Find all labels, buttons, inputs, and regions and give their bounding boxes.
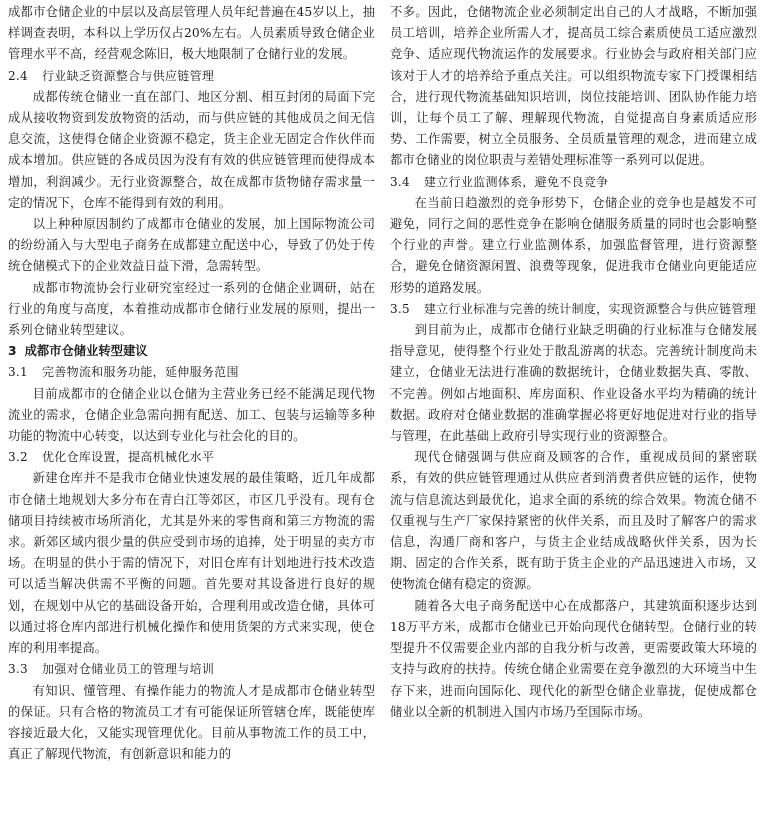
left-column [8, 2, 375, 818]
section-number: 3.2 [8, 450, 28, 465]
paragraph: 成都传统仓储业一直在部门、地区分割、相互封闭的局面下完成从接收物资到发放物资的活动，而与供应链的其他成员之间无信息交流，这使得仓储企业资源不稳定，货主企业无固定合作伙伴而成本增加。供应链的各成员因为没有有效的供应链管理而使得成本增加，利润减少。无行业资源整合，故在成都市货物储存需求量一定的情况下，仓库不能得到有效的利用。 [8, 89, 375, 210]
section-heading-3-2 [8, 447, 375, 468]
section-heading-3-4 [390, 172, 757, 193]
paragraph: 成都市仓储企业的中层以及高层管理人员年纪普遍在45岁以上，抽样调查表明，本科以上学历仅占20%左右。人员素质导致仓储企业管理水平不高，经营观念陈旧，极大地限制了仓储行业的发展。 [8, 5, 375, 62]
right-column [390, 2, 757, 818]
section-title: 行业缺乏资源整合与供应链管理 [41, 68, 215, 83]
section-heading-3-5 [390, 299, 757, 320]
section-title: 完善物流和服务功能，延伸服务范围 [41, 365, 239, 380]
section-heading-3 [8, 341, 375, 362]
paragraph: 新建仓库并不是我市仓储业快速发展的最佳策略，近几年成都市仓储土地规划大多分布在青白江等郊区，市区几乎没有。现有仓储项目持续被市场所消化，尤其是外来的零售商和第三方物流的需求。新郊区域内很少量的供应受到市场的追捧，处于明显的卖方市场。在明显的供小于需的情况下，对旧仓库有计划地进行技术改造可以适当解决供需不平衡的问题。首先要对其设备进行良好的规划，在规划中从它的基础设备开始，合理利用或改造仓储，具体可以通过将仓库内部进行机械化操作和使用货架的方式来实现，使仓库的利用率提高。 [8, 471, 375, 656]
paragraph: 在当前日趋激烈的竞争形势下，仓储企业的竞争也是越发不可避免，同行之间的恶性竞争在影响仓储服务质量的同时也会影响整个行业的声誉。建立行业监测体系，加强监督管理，进行资源整合，避免仓储资源闲置、浪费等现象，促进我市仓储业向更能适应形势的道路发展。 [390, 195, 757, 295]
section-number: 3 [8, 344, 17, 359]
section-title: 建立行业标准与完善的统计制度，实现资源整合与供应链管理 [423, 301, 757, 316]
section-heading-3-1 [8, 362, 375, 383]
section-title: 建立行业监测体系，避免不良竞争 [423, 174, 609, 189]
paragraph: 随着各大电子商务配送中心在成都落户，其建筑面积逐步达到18万平方米，成都市仓储业已开始向现代仓储转型。仓储行业的转型提升不仅需要企业内部的自我分析与改善，更需要政策大环境的支持与政府的扶持。传统仓储企业需要在竞争激烈的大环境当中生存下来，进而向国际化、现代化的新型仓储企业靠拢，促使成都仓储业以全新的机制进入国内市场乃至国际市场。 [390, 598, 757, 719]
section-heading-3-3 [8, 659, 375, 680]
section-heading-2-4 [8, 66, 375, 87]
paragraph: 成都市物流协会行业研究室经过一系列的仓储企业调研，站在行业的角度与高度，本着推动成都市仓储行业发展的原则，提出一系列仓储业转型建议。 [8, 280, 375, 338]
section-title: 成都市仓储业转型建议 [24, 344, 148, 359]
section-title: 优化仓库设置，提高机械化水平 [41, 450, 215, 465]
section-number: 3.1 [8, 365, 28, 380]
paragraph: 目前成都市的仓储企业以仓储为主营业务已经不能满足现代物流业的需求，仓储企业急需向拥有配送、加工、包装与运输等多种功能的物流中心转变，以达到专业化与社会化的目的。 [8, 386, 375, 444]
section-number: 3.3 [8, 662, 28, 677]
paragraph: 以上种种原因制约了成都市仓储业的发展，加上国际物流公司的纷纷涌入与大型电子商务在成都建立配送中心，导致了仍处于传统仓储模式下的企业效益日益下滑，急需转型。 [8, 217, 375, 274]
section-number: 3.4 [390, 174, 410, 189]
section-number: 2.4 [8, 68, 28, 83]
paragraph: 有知识、懂管理、有操作能力的物流人才是成都市仓储业转型的保证。只有合格的物流员工才有可能保证所管辖仓库，既能使库容接近最大化，又能实现管理优化。目前从事物流工作的员工中，真正了解现代物流，有创新意识和能力的 [8, 683, 375, 762]
paragraph: 不多。因此，仓储物流企业必须制定出自己的人才战略，不断加强员工培训，培养企业所需人才，提高员工综合素质使员工适应激烈竞争、适应现代物流运作的发展要求。行业协会与政府相关部门应该对于人才的培养给予重点关注。可以组织物流专家下门授课相结合，进行现代物流基础知识培训，岗位技能培训、团队协作能力培训，让每个员工了解、理解现代物流，自觉提高自身素质适应形势、工作需要，树立全员服务、全员质量管理的观念，进而建立成都市仓储业的岗位职责与差错处理标准等一系列可以促进。 [390, 5, 757, 168]
section-number: 3.5 [390, 301, 410, 316]
section-title: 加强对仓储业员工的管理与培训 [41, 662, 215, 677]
paragraph: 现代仓储强调与供应商及顾客的合作，重视成员间的紧密联系，有效的供应链管理通过从供应者到消费者供应链的运作，使物流与信息流达到最优化，追求全面的系统的综合效果。物流仓储不仅重视与生产厂家保持紧密的伙伴关系，而且及时了解客户的需求信息，沟通厂商和客户，与货主企业结成战略伙伴关系，因为长期、固定的合作关系，既有助于货主企业的产品迅速进入市场，又使物流仓储有稳定的资源。 [390, 450, 757, 592]
paragraph: 到目前为止，成都市仓储行业缺乏明确的行业标准与仓储发展指导意见，使得整个行业处于散乱游离的状态。完善统计制度尚未建立，仓储业无法进行准确的数据统计，仓储业数据失真、零散、不完善。例如占地面积、库房面积、作业设备水平均为精确的统计数据。政府对仓储业数据的准确掌握必将更好地促进对行业的指导与管理，在此基础上政府引导实现行业的资源整合。 [390, 323, 757, 444]
